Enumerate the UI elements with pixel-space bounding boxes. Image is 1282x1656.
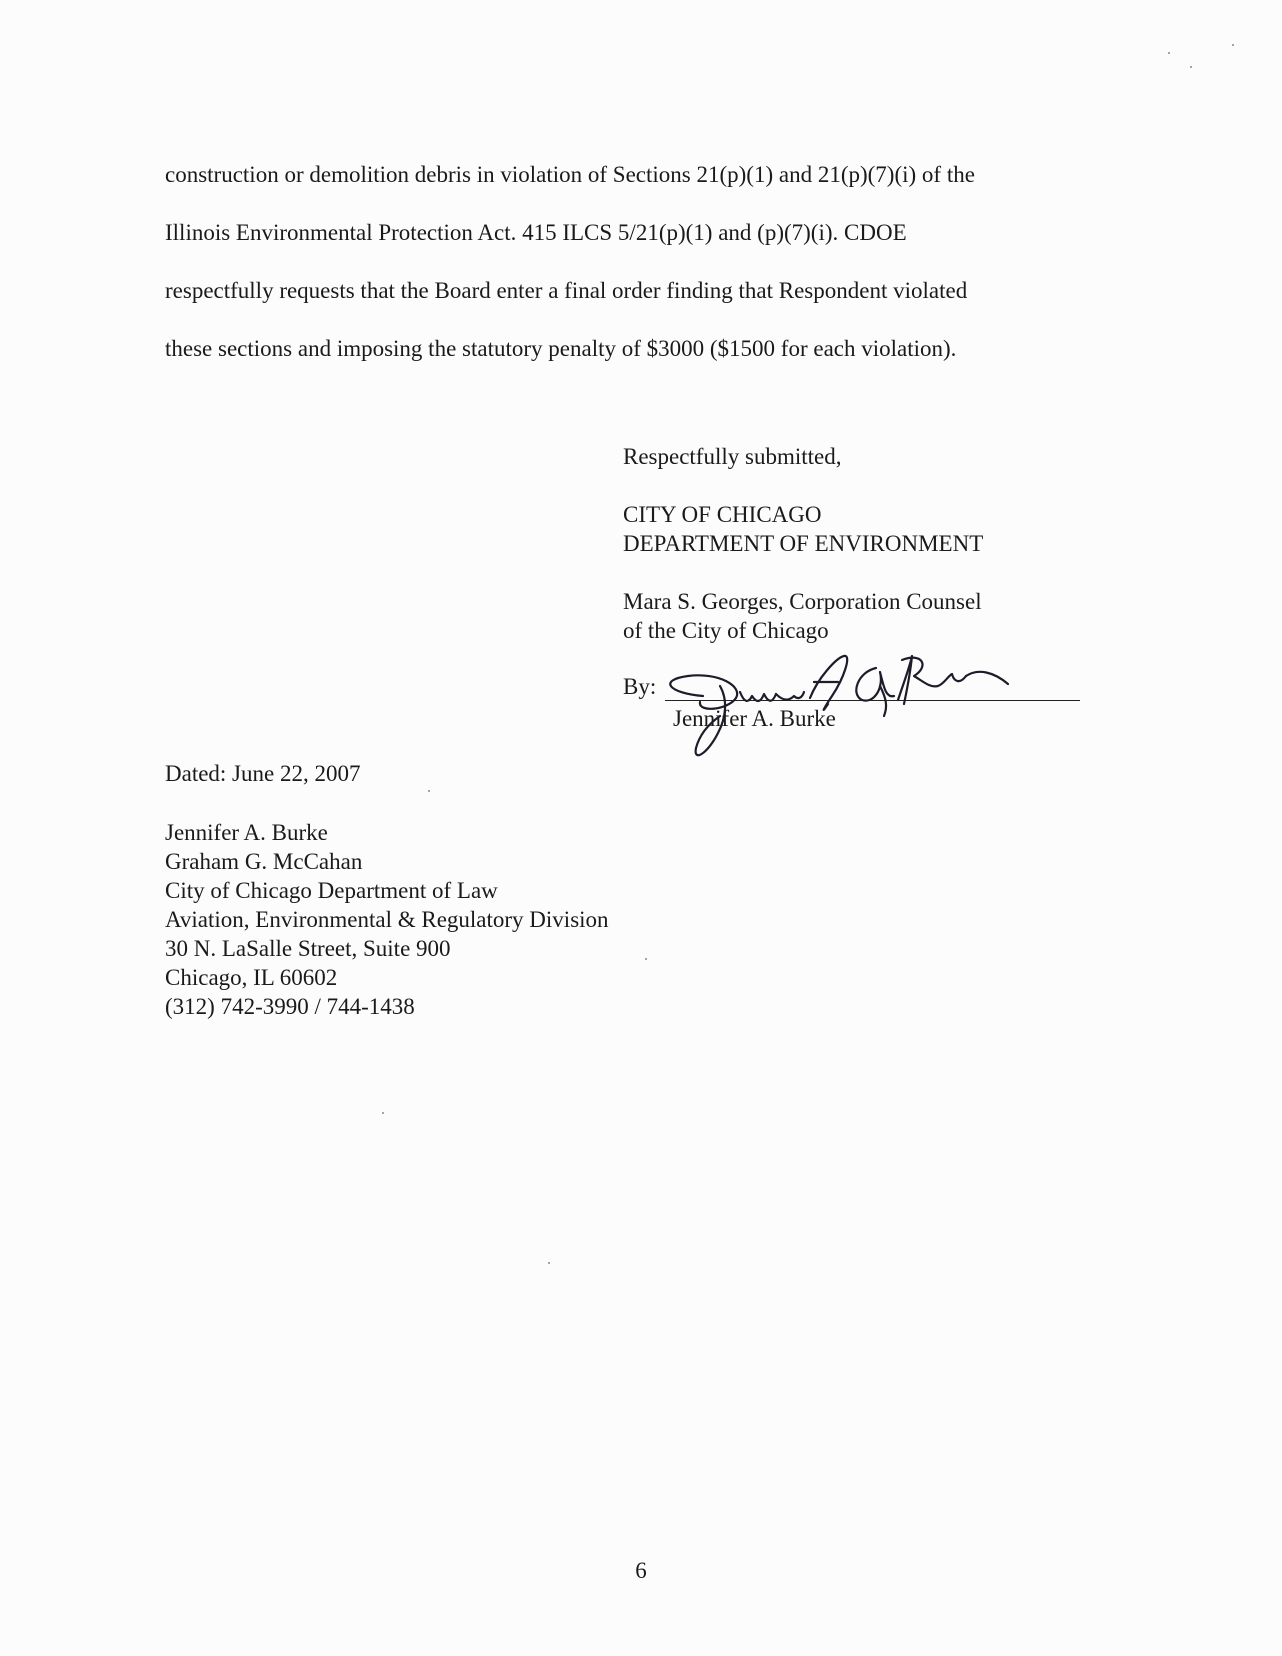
body-line: Illinois Environmental Protection Act. 415 ILCS 5/21(p)(1) and (p)(7)(i). CDOE — [165, 220, 907, 245]
counsel-line: Mara S. Georges, Corporation Counsel — [623, 589, 982, 614]
by-label: By: — [623, 674, 657, 699]
address-line: Aviation, Environmental & Regulatory Division — [165, 907, 609, 932]
closing-salutation — [623, 442, 841, 471]
signer-name: Jennifer A. Burke — [673, 706, 836, 731]
scan-speck — [428, 790, 430, 792]
scan-speck — [548, 1262, 550, 1264]
counsel-block — [623, 587, 982, 645]
handwritten-signature — [648, 638, 1048, 768]
closing-text: Respectfully submitted, — [623, 444, 842, 469]
scan-speck — [1190, 66, 1192, 68]
organization-line: CITY OF CHICAGO — [623, 502, 822, 527]
address-line: City of Chicago Department of Law — [165, 878, 498, 903]
scan-speck — [1232, 44, 1234, 46]
dated-line — [165, 759, 360, 788]
address-line: Chicago, IL 60602 — [165, 965, 338, 990]
organization-line: DEPARTMENT OF ENVIRONMENT — [623, 531, 984, 556]
address-line: Graham G. McCahan — [165, 849, 363, 874]
signature-block — [623, 668, 1080, 758]
address-line: 30 N. LaSalle Street, Suite 900 — [165, 936, 451, 961]
organization-block — [623, 500, 983, 558]
body-line: these sections and imposing the statutory penalty of $3000 ($1500 for each violation). — [165, 336, 957, 361]
body-paragraph — [165, 146, 1065, 378]
scan-speck — [1168, 52, 1170, 54]
scan-speck — [645, 958, 647, 960]
attorney-address-block — [165, 818, 609, 1021]
address-line: (312) 742-3990 / 744-1438 — [165, 994, 415, 1019]
scan-speck — [382, 1112, 384, 1114]
address-line: Jennifer A. Burke — [165, 820, 328, 845]
counsel-line: of the City of Chicago — [623, 618, 829, 643]
dated-text: Dated: June 22, 2007 — [165, 761, 361, 786]
body-line: construction or demolition debris in violation of Sections 21(p)(1) and 21(p)(7)(i) of the — [165, 162, 975, 187]
page-number: 6 — [635, 1558, 647, 1583]
body-line: respectfully requests that the Board enter a final order finding that Respondent violated — [165, 278, 968, 303]
